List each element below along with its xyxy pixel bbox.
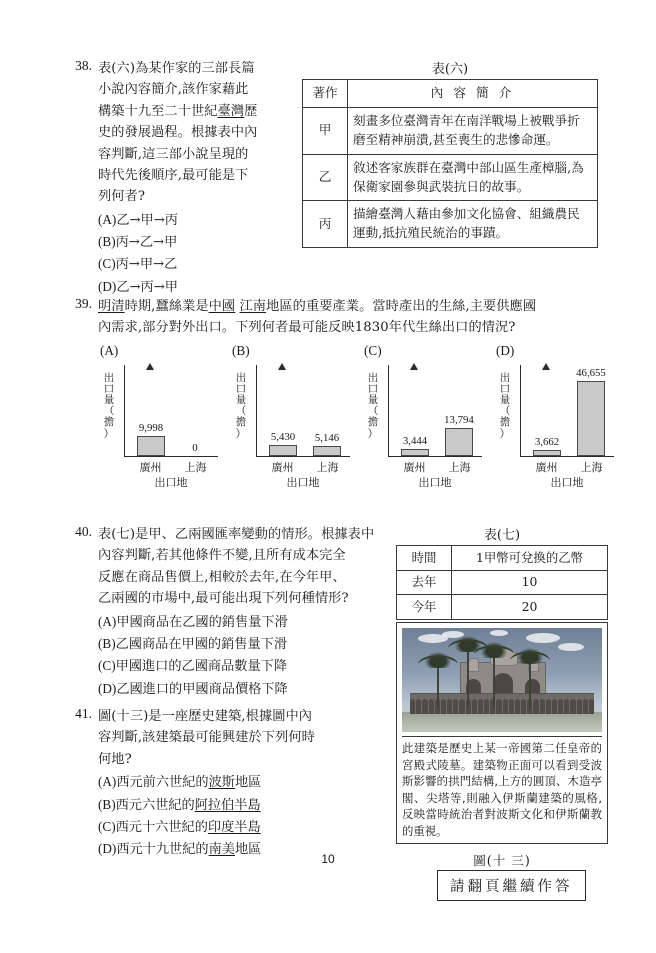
rate-value: 20 [452, 595, 608, 620]
question-41-stem [98, 706, 388, 770]
chart-b-plot [230, 361, 356, 489]
question-38-text-column [98, 58, 294, 298]
table-seven-header-rate: 1甲幣可兌換的乙幣 [452, 546, 608, 571]
lawn [402, 712, 602, 732]
bar-value-label: 5,430 [270, 431, 296, 444]
question-41 [62, 706, 602, 953]
question-41-number: 41. [75, 706, 92, 721]
chart-a-xlabel: 出口地 [154, 475, 188, 489]
chart-b-xlabel: 出口地 [286, 475, 320, 489]
stem-line: 表(七)是甲、乙兩國匯率變動的情形。根據表中 [98, 527, 375, 542]
stem-line: 容判斷,這三部小說呈現的 [98, 146, 249, 162]
work-summary: 描繪臺灣人藉由參加文化協會、組織農民運動,抵抗殖民統治的事蹟。 [348, 201, 598, 248]
chart-option-b[interactable] [230, 342, 362, 489]
chart-c-plot [362, 361, 488, 489]
table-header-row [303, 80, 598, 108]
table-seven [396, 545, 608, 620]
stem-line: 明清時期,蠶絲業是中國 江南地區的重要產業。當時產出的生絲,主要供應國 [98, 299, 537, 314]
chart-d-bar-guangzhou [527, 437, 567, 455]
option-d[interactable]: (D)乙→丙→甲 [98, 278, 178, 295]
chart-a-plot [98, 361, 224, 489]
chart-b-x-axis [256, 456, 350, 457]
historic-mausoleum-photo [402, 628, 602, 732]
stem-line: 表(六)為某作家的三部長篇 [98, 61, 255, 76]
chart-c-xticks [392, 459, 482, 475]
chart-d-xlabel: 出口地 [550, 475, 584, 489]
chart-c-bars [392, 365, 482, 456]
stem-line: 內需求,部分對外出口。下列何者最可能反映1830年代生絲出口的情況? [98, 320, 516, 336]
xtick-label: 上海 [580, 460, 603, 474]
chart-d-bars [524, 365, 614, 456]
stem-line: 史的發展過程。根據表中內 [98, 125, 258, 141]
option-c[interactable]: (C)甲國進口的乙國商品數量下降 [98, 658, 288, 675]
question-39 [62, 296, 606, 489]
question-38-options [98, 209, 294, 299]
work-label: 丙 [303, 201, 348, 248]
bar-value-label: 9,998 [138, 422, 164, 435]
bar-rect [313, 446, 341, 456]
chart-d-xticks [524, 459, 614, 475]
chart-b-bars [260, 365, 350, 456]
chart-option-c[interactable] [362, 342, 494, 489]
stem-line: 內容判斷,若其他條件不變,且所有成本完全 [98, 548, 346, 564]
bar-value-label: 13,794 [444, 414, 474, 427]
bar-rect [401, 449, 429, 456]
table-row [397, 595, 608, 620]
option-b[interactable]: (B)西元六世紀的阿拉伯半島 [98, 796, 261, 813]
chart-a-bars [128, 365, 218, 456]
figure-thirteen-caption: 此建築是歷史上某一帝國第二任皇帝的宮殿式陵墓。建築物正面可以看到受波斯影響的拱門結構,上方的圓頂、木造亭閣、尖塔等,則融入伊斯蘭建築的風格,反映當時統治者對波斯文化和伊斯蘭教的重視。 [402, 736, 602, 839]
chart-b-bar-guangzhou [263, 432, 303, 455]
chart-option-a[interactable] [98, 342, 230, 489]
table-row [303, 107, 598, 154]
table-header-row [397, 546, 608, 571]
stem-line: 構築十九至二十世紀臺灣歷 [98, 103, 258, 119]
table-row [303, 201, 598, 248]
chart-c-bar-shanghai [439, 415, 479, 455]
question-40-number: 40. [75, 524, 92, 539]
table-seven-header-time: 時間 [397, 546, 452, 571]
bar-value-label: 3,662 [534, 436, 560, 449]
bar-value-label: 3,444 [402, 435, 428, 448]
stem-line: 何地? [98, 751, 132, 767]
question-38-number: 38. [75, 58, 92, 73]
chart-c-xlabel: 出口地 [418, 475, 452, 489]
stem-line: 小說內容簡介,該作家藉此 [98, 82, 249, 98]
chart-option-d[interactable] [494, 342, 626, 489]
stem-line: 時代先後順序,最可能是下 [98, 167, 249, 183]
chart-c-bar-guangzhou [395, 436, 435, 455]
chart-b-xticks [260, 459, 350, 475]
table-six-header-summary: 內 容 簡 介 [348, 80, 598, 108]
chart-c-ylabel: 出 口 量 （ 擔 ） [367, 371, 379, 440]
bar-rect [445, 428, 473, 456]
chart-d-bar-shanghai [571, 368, 611, 455]
xtick-label: 上海 [184, 460, 207, 474]
chart-b-ylabel: 出 口 量 （ 擔 ） [235, 371, 247, 440]
question-38 [62, 58, 592, 298]
bar-rect [269, 445, 297, 456]
stem-line: 列何者? [98, 189, 146, 205]
table-row [303, 154, 598, 201]
time-label: 今年 [397, 595, 452, 620]
chart-a-ylabel: 出 口 量 （ 擔 ） [103, 371, 115, 440]
work-summary: 敘述客家族群在臺灣中部山區生產樟腦,為保衛家園參與武裝抗日的故事。 [348, 154, 598, 201]
bar-value-label: 0 [192, 442, 198, 455]
bar-rect [137, 436, 165, 456]
question-41-figure-column [396, 622, 608, 869]
chart-a-bar-guangzhou [131, 423, 171, 455]
chhatri-kiosk [468, 658, 479, 672]
xtick-label: 廣州 [139, 460, 162, 474]
bar-value-label: 5,146 [314, 432, 340, 445]
chart-c-letter: (C) [364, 342, 382, 358]
question-39-stem [98, 296, 622, 339]
page-number: 10 [321, 852, 335, 866]
work-summary: 刻畫多位臺灣青年在南洋戰場上被戰爭折磨至精神崩潰,甚至喪生的悲慘命運。 [348, 107, 598, 154]
chart-b-y-axis [256, 365, 257, 457]
option-d[interactable]: (D)乙國進口的甲國商品價格下降 [98, 680, 288, 697]
xtick-label: 廣州 [271, 460, 294, 474]
chart-b-bar-shanghai [307, 433, 347, 455]
stem-line: 反應在商品售價上,相較於去年,在今年甲、 [98, 569, 346, 585]
chart-b-letter: (B) [232, 342, 250, 358]
turn-page-notice: 請翻頁繼續作答 [437, 870, 586, 901]
xtick-label: 上海 [448, 460, 471, 474]
chart-a-x-axis [124, 456, 218, 457]
work-label: 甲 [303, 107, 348, 154]
stem-line: 容判斷,該建築最可能興建於下列何時 [98, 730, 315, 746]
table-seven-caption: 表(七) [483, 528, 521, 543]
xtick-label: 廣州 [535, 460, 558, 474]
figure-thirteen-label: 圖(十 三) [473, 853, 531, 869]
chart-d-letter: (D) [496, 342, 515, 358]
rate-value: 10 [452, 570, 608, 595]
stem-line: 乙兩國的市場中,最可能出現下列何種情形? [98, 591, 349, 607]
work-label: 乙 [303, 154, 348, 201]
bar-value-label: 46,655 [576, 367, 606, 380]
option-a[interactable]: (A)乙→甲→丙 [98, 211, 178, 228]
question-39-number: 39. [75, 296, 92, 311]
question-40-options [98, 611, 388, 701]
table-row [397, 570, 608, 595]
chart-a-letter: (A) [100, 342, 119, 358]
chart-d-plot [494, 361, 620, 489]
question-40-stem [98, 524, 388, 610]
chart-c-x-axis [388, 456, 482, 457]
question-39-chart-options [98, 342, 628, 489]
bar-rect [533, 450, 561, 456]
bar-rect [577, 381, 605, 456]
option-d[interactable]: (D)西元十九世紀的南美地區 [98, 841, 262, 858]
time-label: 去年 [397, 570, 452, 595]
table-six-caption: 表(六) [431, 62, 469, 77]
table-six [302, 79, 598, 248]
option-b[interactable]: (B)丙→乙→甲 [98, 234, 178, 250]
option-c[interactable]: (C)丙→甲→乙 [98, 256, 178, 273]
table-six-header-work: 著作 [303, 80, 348, 108]
chart-d-x-axis [520, 456, 614, 457]
option-a[interactable]: (A)甲國商品在乙國的銷售量下滑 [98, 613, 288, 630]
chart-a-xticks [128, 459, 218, 475]
chart-a-bar-shanghai [175, 443, 215, 455]
question-41-text-column [98, 706, 388, 953]
question-40-text-column [98, 524, 388, 700]
chart-d-y-axis [520, 365, 521, 457]
question-41-options [98, 771, 388, 861]
question-38-table-column [302, 58, 598, 298]
question-38-stem [98, 58, 294, 208]
xtick-label: 上海 [316, 460, 339, 474]
figure-thirteen-box [396, 622, 608, 844]
chart-c-y-axis [388, 365, 389, 457]
option-c[interactable]: (C)西元十六世紀的印度半島 [98, 818, 261, 835]
xtick-label: 廣州 [403, 460, 426, 474]
chart-a-y-axis [124, 365, 125, 457]
option-a[interactable]: (A)西元前六世紀的波斯地區 [98, 774, 262, 791]
option-b[interactable]: (B)乙國商品在甲國的銷售量下滑 [98, 635, 288, 652]
chart-d-ylabel: 出 口 量 （ 擔 ） [499, 371, 511, 440]
stem-line: 圖(十三)是一座歷史建築,根據圖中內 [98, 709, 313, 724]
